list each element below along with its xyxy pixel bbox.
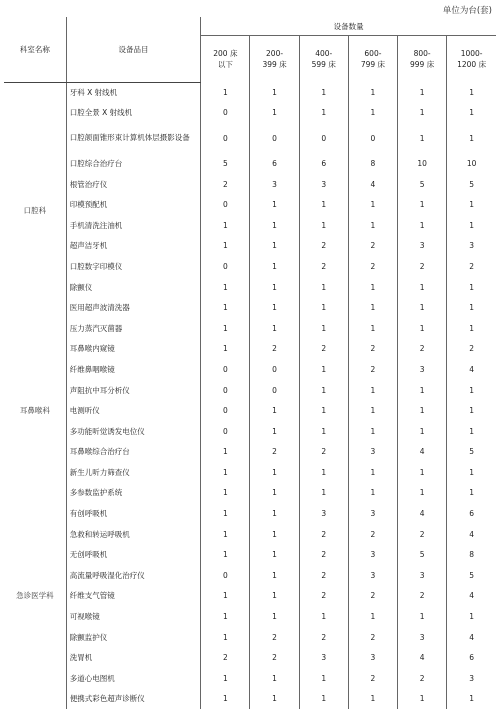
table-row (4, 82, 496, 103)
equipment-item: 超声洁牙机 (66, 236, 201, 257)
equipment-item: 可视喉镜 (66, 606, 201, 627)
equipment-count: 1 (299, 103, 348, 124)
table-row (4, 297, 496, 318)
equipment-count: 1 (348, 421, 397, 442)
equipment-count: 1 (348, 194, 397, 215)
table-row (4, 689, 496, 709)
equipment-count: 0 (201, 400, 250, 421)
equipment-count: 3 (348, 442, 397, 463)
equipment-count: 1 (398, 123, 447, 153)
equipment-count: 1 (250, 524, 299, 545)
equipment-count: 1 (250, 503, 299, 524)
dept-column-header: 科室名称 (4, 17, 66, 82)
bed-size-label-line: 799 床 (360, 60, 386, 69)
table-row (4, 277, 496, 298)
equipment-item: 医用超声波清洗器 (66, 297, 201, 318)
equipment-count: 8 (447, 544, 496, 565)
equipment-count: 1 (447, 82, 496, 103)
equipment-count: 1 (201, 524, 250, 545)
equipment-count: 1 (348, 215, 397, 236)
equipment-count: 1 (398, 277, 447, 298)
equipment-count: 1 (348, 462, 397, 483)
equipment-count: 1 (250, 256, 299, 277)
equipment-count: 1 (398, 606, 447, 627)
bed-size-label-line: 800- (413, 49, 431, 58)
equipment-count: 1 (250, 565, 299, 586)
equipment-item: 纤维支气管镜 (66, 586, 201, 607)
equipment-count: 4 (447, 586, 496, 607)
equipment-count: 1 (398, 483, 447, 504)
equipment-item: 印模预配机 (66, 194, 201, 215)
equipment-count: 4 (447, 627, 496, 648)
equipment-count: 1 (348, 103, 397, 124)
equipment-count: 1 (447, 421, 496, 442)
equipment-count: 1 (201, 544, 250, 565)
equipment-count: 1 (250, 483, 299, 504)
table-row (4, 421, 496, 442)
table-row (4, 400, 496, 421)
dept-name: 耳鼻喉科 (19, 406, 50, 416)
equipment-count: 0 (299, 123, 348, 153)
equipment-count: 2 (348, 339, 397, 360)
equipment-count: 1 (398, 194, 447, 215)
equipment-count: 1 (398, 82, 447, 103)
equipment-count: 1 (250, 215, 299, 236)
equipment-count: 1 (250, 606, 299, 627)
equipment-count: 1 (201, 668, 250, 689)
equipment-count: 4 (398, 647, 447, 668)
table-row (4, 339, 496, 360)
equipment-count: 1 (348, 318, 397, 339)
equipment-count: 3 (348, 503, 397, 524)
equipment-count: 1 (447, 689, 496, 709)
equipment-count: 1 (201, 297, 250, 318)
table-row (4, 174, 496, 195)
equipment-count: 2 (348, 586, 397, 607)
equipment-item: 牙科 X 射线机 (66, 82, 201, 103)
equipment-count: 1 (398, 318, 447, 339)
bed-size-column-header (398, 36, 447, 83)
equipment-count: 1 (447, 380, 496, 401)
bed-size-column-header (348, 36, 397, 83)
equipment-count: 1 (250, 103, 299, 124)
equipment-count: 1 (250, 400, 299, 421)
equipment-count: 2 (398, 668, 447, 689)
equipment-count: 1 (447, 483, 496, 504)
equipment-count: 1 (201, 503, 250, 524)
equipment-count: 1 (398, 421, 447, 442)
equipment-table (4, 17, 496, 709)
equipment-count: 3 (299, 174, 348, 195)
equipment-count: 0 (201, 123, 250, 153)
equipment-item: 压力蒸汽灭菌器 (66, 318, 201, 339)
equipment-count: 5 (447, 174, 496, 195)
equipment-count: 1 (250, 586, 299, 607)
equipment-count: 1 (447, 194, 496, 215)
equipment-count: 2 (299, 586, 348, 607)
bed-size-label-line: 399 床 (262, 60, 287, 69)
equipment-count: 2 (447, 339, 496, 360)
equipment-count: 5 (398, 544, 447, 565)
equipment-count: 1 (348, 400, 397, 421)
equipment-count: 2 (299, 565, 348, 586)
table-row (4, 544, 496, 565)
bed-size-column-header (201, 36, 250, 83)
equipment-count: 1 (447, 215, 496, 236)
equipment-count: 1 (201, 483, 250, 504)
equipment-item: 多参数监护系统 (66, 483, 201, 504)
equipment-count: 0 (201, 256, 250, 277)
equipment-count: 1 (398, 380, 447, 401)
equipment-count: 3 (348, 565, 397, 586)
equipment-count: 1 (201, 689, 250, 709)
equipment-count: 5 (398, 174, 447, 195)
bed-size-column-header (447, 36, 496, 83)
equipment-item: 洗胃机 (66, 647, 201, 668)
bed-size-label-line: 200 床 (213, 49, 238, 58)
equipment-count: 1 (250, 297, 299, 318)
equipment-count: 1 (348, 277, 397, 298)
equipment-item: 根管治疗仪 (66, 174, 201, 195)
table-row (4, 359, 496, 380)
equipment-count: 1 (447, 606, 496, 627)
equipment-item: 有创呼吸机 (66, 503, 201, 524)
equipment-count: 1 (299, 462, 348, 483)
table-row (4, 103, 496, 124)
equipment-count: 1 (398, 297, 447, 318)
equipment-count: 3 (398, 236, 447, 257)
equipment-count: 0 (348, 123, 397, 153)
equipment-count: 1 (201, 442, 250, 463)
table-row (4, 442, 496, 463)
table-row (4, 668, 496, 689)
equipment-count: 1 (348, 483, 397, 504)
equipment-count: 3 (250, 174, 299, 195)
equipment-item: 急救和转运呼吸机 (66, 524, 201, 545)
equipment-item: 无创呼吸机 (66, 544, 201, 565)
equipment-count: 3 (348, 544, 397, 565)
equipment-count: 1 (299, 194, 348, 215)
bed-size-label-line: 200- (266, 49, 284, 58)
equipment-count: 1 (348, 689, 397, 709)
equipment-count: 1 (250, 421, 299, 442)
equipment-count: 2 (250, 339, 299, 360)
equipment-count: 1 (250, 544, 299, 565)
unit-note: 单位为台(套) (442, 6, 492, 16)
equipment-item: 新生儿听力筛查仪 (66, 462, 201, 483)
equipment-count: 3 (398, 565, 447, 586)
table-row (4, 503, 496, 524)
equipment-count: 0 (250, 359, 299, 380)
equipment-count: 0 (201, 194, 250, 215)
equipment-count: 2 (201, 647, 250, 668)
equipment-count: 2 (348, 359, 397, 380)
table-row (4, 236, 496, 257)
equipment-count: 1 (299, 483, 348, 504)
equipment-count: 3 (447, 236, 496, 257)
equipment-count: 1 (299, 668, 348, 689)
table-row (4, 256, 496, 277)
equipment-item: 多道心电图机 (66, 668, 201, 689)
equipment-count: 1 (201, 606, 250, 627)
equipment-count: 1 (201, 462, 250, 483)
equipment-count: 10 (398, 153, 447, 174)
equipment-count: 1 (250, 462, 299, 483)
equipment-count: 10 (447, 153, 496, 174)
equipment-count: 2 (299, 339, 348, 360)
item-column-header: 设备品目 (66, 17, 201, 82)
equipment-count: 4 (398, 503, 447, 524)
equipment-count: 2 (299, 256, 348, 277)
equipment-count: 1 (299, 359, 348, 380)
equipment-count: 2 (398, 339, 447, 360)
equipment-count: 1 (201, 339, 250, 360)
equipment-item: 耳鼻喉内窥镜 (66, 339, 201, 360)
dept-name: 口腔科 (23, 206, 47, 216)
equipment-count: 1 (201, 236, 250, 257)
equipment-count: 1 (201, 627, 250, 648)
equipment-count: 1 (348, 606, 397, 627)
equipment-count: 1 (299, 421, 348, 442)
equipment-count: 1 (348, 82, 397, 103)
equipment-count: 6 (299, 153, 348, 174)
equipment-count: 0 (201, 359, 250, 380)
equipment-count: 1 (250, 689, 299, 709)
equipment-item: 多功能听觉诱发电位仪 (66, 421, 201, 442)
equipment-item: 除颤监护仪 (66, 627, 201, 648)
equipment-count: 2 (299, 544, 348, 565)
bed-size-label-line: 1200 床 (457, 60, 487, 69)
table-row (4, 215, 496, 236)
bed-size-label-line: 999 床 (410, 60, 435, 69)
equipment-item: 手机清洗注油机 (66, 215, 201, 236)
equipment-count: 0 (250, 123, 299, 153)
equipment-count: 1 (398, 462, 447, 483)
equipment-count: 5 (447, 565, 496, 586)
table-row (4, 586, 496, 607)
equipment-count: 4 (348, 174, 397, 195)
equipment-count: 5 (201, 153, 250, 174)
bed-size-label-line: 1000- (460, 49, 483, 58)
equipment-count: 1 (201, 82, 250, 103)
equipment-count: 2 (299, 442, 348, 463)
equipment-count: 1 (398, 400, 447, 421)
equipment-count: 1 (299, 215, 348, 236)
equipment-item: 电测听仪 (66, 400, 201, 421)
equipment-count: 1 (447, 123, 496, 153)
bed-size-column-header (250, 36, 299, 83)
equipment-count: 2 (250, 627, 299, 648)
equipment-count: 1 (447, 103, 496, 124)
equipment-count: 1 (398, 103, 447, 124)
equipment-item: 声阻抗中耳分析仪 (66, 380, 201, 401)
equipment-count: 5 (447, 442, 496, 463)
equipment-count: 3 (299, 503, 348, 524)
equipment-count: 1 (299, 380, 348, 401)
table-row (4, 153, 496, 174)
equipment-count: 1 (299, 318, 348, 339)
equipment-count: 1 (201, 586, 250, 607)
bed-size-column-header (299, 36, 348, 83)
equipment-count: 1 (299, 400, 348, 421)
equipment-count: 2 (348, 627, 397, 648)
count-header: 设备数量 (201, 17, 496, 36)
equipment-count: 2 (447, 256, 496, 277)
equipment-count: 1 (299, 82, 348, 103)
table-row (4, 627, 496, 648)
table-row (4, 565, 496, 586)
bed-size-label-line: 400- (315, 49, 333, 58)
table-row (4, 647, 496, 668)
equipment-count: 2 (398, 586, 447, 607)
equipment-count: 1 (250, 236, 299, 257)
equipment-count: 2 (250, 647, 299, 668)
equipment-count: 3 (299, 647, 348, 668)
equipment-count: 1 (201, 215, 250, 236)
equipment-count: 1 (250, 194, 299, 215)
equipment-count: 1 (201, 277, 250, 298)
equipment-count: 1 (348, 380, 397, 401)
equipment-count: 0 (201, 421, 250, 442)
equipment-count: 1 (348, 297, 397, 318)
equipment-count: 2 (201, 174, 250, 195)
table-row (4, 380, 496, 401)
equipment-count: 4 (447, 524, 496, 545)
table-row (4, 483, 496, 504)
equipment-count: 6 (447, 503, 496, 524)
equipment-item: 口腔综合治疗台 (66, 153, 201, 174)
equipment-item: 口腔全景 X 射线机 (66, 103, 201, 124)
table-row (4, 123, 496, 153)
equipment-count: 2 (250, 442, 299, 463)
equipment-count: 1 (250, 82, 299, 103)
equipment-item: 除颤仪 (66, 277, 201, 298)
equipment-count: 3 (398, 627, 447, 648)
table-row (4, 318, 496, 339)
equipment-count: 2 (348, 236, 397, 257)
equipment-count: 2 (348, 256, 397, 277)
equipment-count: 2 (299, 524, 348, 545)
table-row (4, 462, 496, 483)
equipment-count: 3 (447, 668, 496, 689)
table-row (4, 606, 496, 627)
equipment-item: 便携式彩色超声诊断仪 (66, 689, 201, 709)
equipment-count: 6 (250, 153, 299, 174)
equipment-count: 1 (398, 689, 447, 709)
equipment-count: 2 (398, 524, 447, 545)
dept-name: 急诊医学科 (16, 591, 54, 601)
equipment-count: 1 (299, 606, 348, 627)
equipment-count: 0 (201, 380, 250, 401)
equipment-count: 2 (299, 627, 348, 648)
equipment-count: 3 (398, 359, 447, 380)
equipment-count: 6 (447, 647, 496, 668)
equipment-item: 耳鼻喉综合治疗台 (66, 442, 201, 463)
equipment-count: 0 (201, 565, 250, 586)
equipment-count: 2 (348, 668, 397, 689)
equipment-count: 1 (250, 318, 299, 339)
equipment-count: 1 (447, 400, 496, 421)
bed-size-label-line: 以下 (217, 60, 233, 69)
equipment-item: 口腔数字印模仪 (66, 256, 201, 277)
equipment-count: 4 (447, 359, 496, 380)
equipment-count: 1 (447, 297, 496, 318)
equipment-count: 0 (250, 380, 299, 401)
table-row (4, 524, 496, 545)
equipment-item: 高流量呼吸湿化治疗仪 (66, 565, 201, 586)
equipment-count: 1 (398, 215, 447, 236)
equipment-count: 1 (299, 277, 348, 298)
equipment-item: 纤维鼻咽喉镜 (66, 359, 201, 380)
equipment-count: 3 (348, 647, 397, 668)
bed-size-label-line: 599 床 (311, 60, 336, 69)
equipment-count: 1 (447, 277, 496, 298)
equipment-count: 1 (447, 462, 496, 483)
equipment-count: 1 (201, 318, 250, 339)
equipment-count: 1 (250, 668, 299, 689)
table-row (4, 194, 496, 215)
equipment-count: 1 (250, 277, 299, 298)
equipment-item: 口腔颌面锥形束计算机体层摄影设备 (66, 123, 201, 153)
equipment-count: 1 (299, 689, 348, 709)
equipment-count: 4 (398, 442, 447, 463)
equipment-count: 1 (447, 318, 496, 339)
bed-size-label-line: 600- (364, 49, 382, 58)
equipment-count: 0 (201, 103, 250, 124)
equipment-count: 2 (299, 236, 348, 257)
equipment-count: 1 (299, 297, 348, 318)
equipment-count: 8 (348, 153, 397, 174)
equipment-count: 2 (398, 256, 447, 277)
equipment-count: 2 (348, 524, 397, 545)
